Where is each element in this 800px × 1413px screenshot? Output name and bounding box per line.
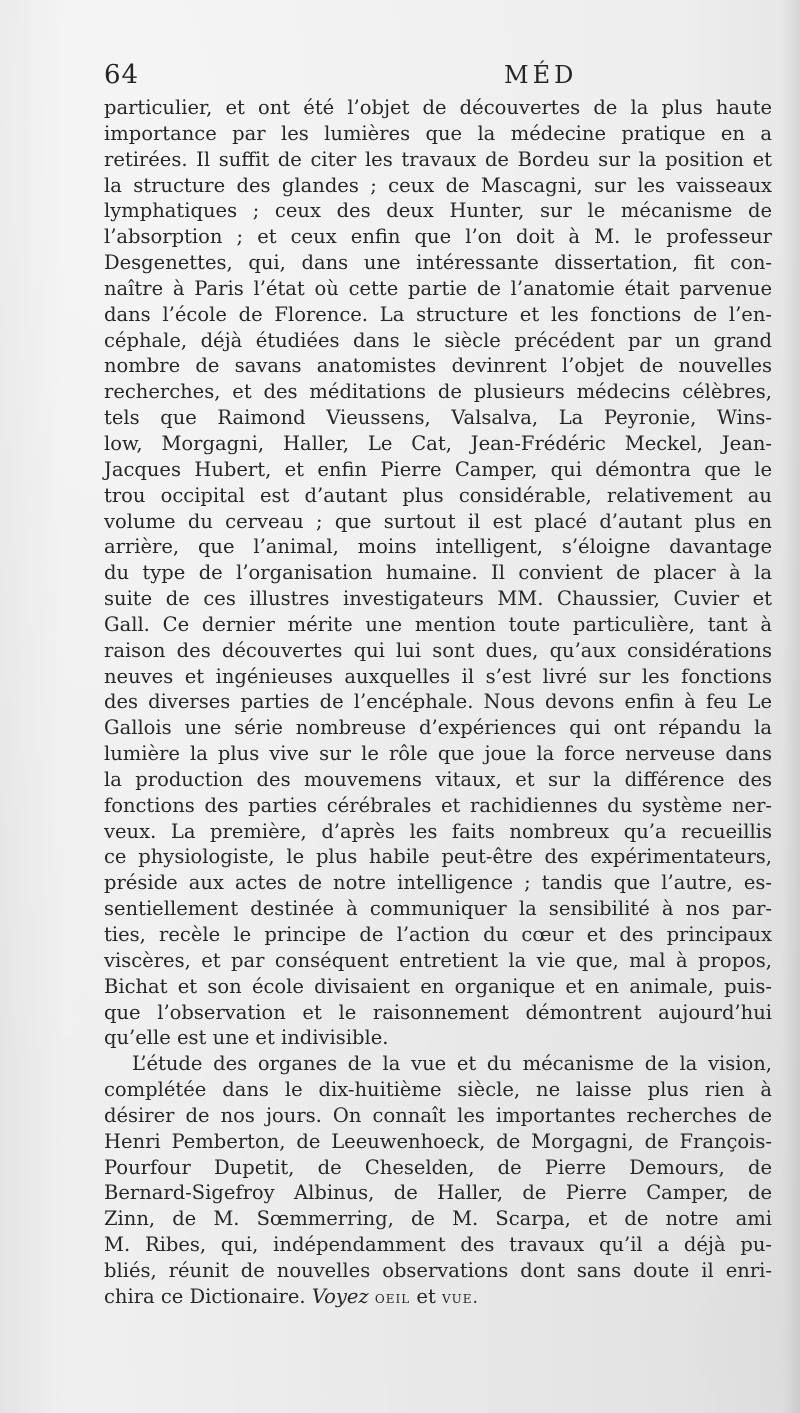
text-line: lymphatiques ; ceux des deux Hunter, sur le mécanisme de — [104, 199, 772, 223]
text-line: suite de ces illustres investigateurs MM. Chaussier, Cuvier et — [104, 587, 772, 611]
text-line: M. Ribes, qui, indépendamment des travaux qu’il a déjà pu- — [104, 1233, 772, 1257]
text-line: dans l’école de Florence. La structure et les fonctions de l’en- — [104, 302, 772, 326]
text-line: Zinn, de M. Sœmmerring, de M. Scarpa, et de notre ami — [104, 1207, 772, 1231]
text-line: viscères, et par conséquent entretient la vie que, mal à propos, — [104, 948, 772, 972]
text-line: Jacques Hubert, et enfin Pierre Camper, qui démontra que le — [104, 457, 772, 481]
text-line: sentiellement destinée à communiquer la sensibilité à nos par- — [104, 897, 772, 921]
text-line: Henri Pemberton, de Leeuwenhoeck, de Morgagni, de François- — [104, 1129, 772, 1153]
text-line: qu’elle est une et indivisible. — [104, 1026, 389, 1050]
text-line: céphale, déjà étudiées dans le siècle précédent par un grand — [104, 328, 772, 352]
text-line: la production des mouvemens vitaux, et sur la différence des — [104, 767, 772, 791]
text-line: désirer de nos jours. On connaît les importantes recherches de — [104, 1103, 772, 1127]
cross-reference-target: oeil — [374, 1287, 411, 1308]
text-line: ce physiologiste, le plus habile peut-être des expérimentateurs, — [104, 845, 772, 869]
text-line: L’étude des organes de la vue et du mécanisme de la vision, — [132, 1052, 772, 1076]
text-line-final — [104, 1284, 772, 1310]
text-line: Pourfour Dupetit, de Cheselden, de Pierre Demours, de — [104, 1155, 772, 1179]
text-line: Bernard-Sigefroy Albinus, de Haller, de Pierre Camper, de — [104, 1181, 772, 1205]
text-line: des diverses parties de l’encéphale. Nous devons enfin à feu Le — [104, 690, 772, 714]
text-line: arrière, que l’animal, moins intelligent, s’éloigne davantage — [104, 535, 772, 559]
text-line: veux. La première, d’après les faits nombreux qu’a recueillis — [104, 819, 772, 843]
text-line: Bichat et son école divisaient en organique et en animale, puis- — [104, 974, 772, 998]
text-line: retirées. Il suffit de citer les travaux de Bordeu sur la position et — [104, 147, 772, 171]
paragraph-1 — [104, 95, 772, 1051]
running-head: MÉD — [504, 61, 578, 89]
page-header — [104, 58, 772, 92]
text-line: ties, recèle le principe de l’action du cœur et des principaux — [104, 923, 772, 946]
cross-reference-conjunction: et — [416, 1284, 436, 1308]
text-line: Gallois une série nombreuse d’expériences qui ont répandu la — [104, 716, 772, 740]
text-line: naître à Paris l’état où cette partie de l’anatomie était parvenue — [104, 276, 772, 300]
text-line: lumière la plus vive sur le rôle que joue la force nerveuse dans — [104, 742, 772, 766]
text-fragment: chira ce Dictionaire. — [104, 1284, 306, 1308]
cross-reference-target: vue. — [442, 1287, 479, 1308]
text-line: low, Morgagni, Haller, Le Cat, Jean-Frédéric Meckel, Jean- — [104, 431, 772, 455]
text-line: que l’observation et le raisonnement démontrent aujourd’hui — [104, 1000, 772, 1024]
text-line: raison des découvertes qui lui sont dues, qu’aux considérations — [104, 638, 772, 662]
page-number: 64 — [104, 60, 140, 90]
text-line: du type de l’organisation humaine. Il convient de placer à la — [104, 561, 772, 585]
text-line: l’absorption ; et ceux enfin que l’on doit à M. le professeur — [104, 225, 772, 249]
paragraph-2 — [104, 1051, 772, 1309]
text-line: particulier, et ont été l’objet de découvertes de la plus haute — [104, 96, 772, 119]
text-line: trou occipital est d’autant plus considérable, relativement au — [104, 483, 772, 507]
text-line: bliés, réunit de nouvelles observations dont sans doute il enri- — [104, 1258, 772, 1282]
text-line: Desgenettes, qui, dans une intéressante dissertation, fit con- — [104, 251, 772, 275]
text-line: neuves et ingénieuses auxquelles il s’est livré sur les fonctions — [104, 664, 772, 688]
text-line: volume du cerveau ; que surtout il est placé d’autant plus en — [104, 509, 772, 533]
text-line: complétée dans le dix-huitième siècle, ne laisse plus rien à — [104, 1078, 772, 1102]
text-line: Gall. Ce dernier mérite une mention toute particulière, tant à — [104, 612, 772, 636]
text-line: fonctions des parties cérébrales et rachidiennes du système ner- — [104, 793, 772, 817]
page-edge-shadow — [782, 0, 800, 1413]
text-line: importance par les lumières que la médecine pratique en a — [104, 121, 772, 145]
body-text — [104, 95, 772, 1310]
text-line: la structure des glandes ; ceux de Mascagni, sur les vaisseaux — [104, 173, 772, 197]
text-line: préside aux actes de notre intelligence ; tandis que l’autre, es- — [104, 871, 772, 895]
cross-reference-voyez: Voyez — [311, 1284, 369, 1308]
text-line: nombre de savans anatomistes devinrent l’objet de nouvelles — [104, 354, 772, 378]
text-line: recherches, et des méditations de plusieurs médecins célèbres, — [104, 380, 772, 404]
text-line: tels que Raimond Vieussens, Valsalva, La Peyronie, Wins- — [104, 406, 772, 430]
